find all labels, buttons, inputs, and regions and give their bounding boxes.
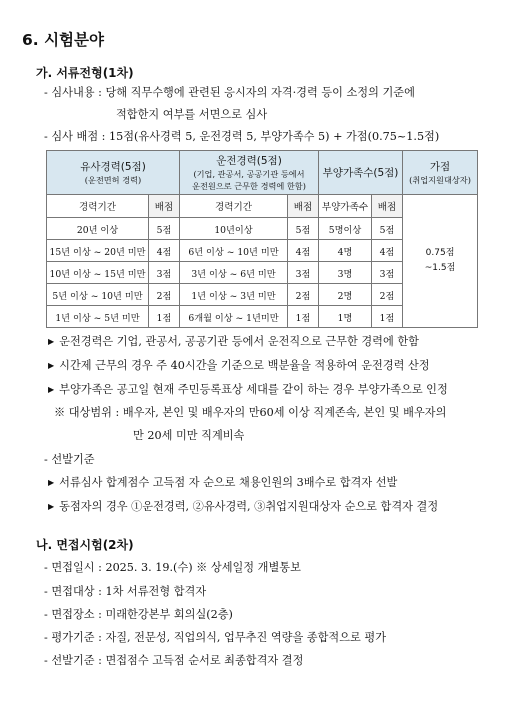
subheader-cell: 부양가족수: [319, 195, 372, 218]
note-item: ▶ 시간제 근무의 경우 주 40시간을 기준으로 백분율을 적용하여 운전경력 산정: [48, 357, 430, 373]
interview-line: - 평가기준 : 자질, 전문성, 직업의식, 업무추진 역량을 종합적으로 평가: [44, 631, 387, 644]
table-cell: 2명: [319, 284, 372, 306]
table-cell: 6년 이상 ~ 10년 미만: [180, 240, 288, 262]
table-cell: 5년 이상 ~ 10년 미만: [47, 284, 149, 306]
header-similar-experience: 유사경력(5점) (운전면허 경력): [47, 151, 180, 195]
interview-line: - 선발기준 : 면접점수 고득점 순서로 최종합격자 결정: [44, 654, 304, 667]
interview-line: - 면접일시 : 2025. 3. 19.(수) ※ 상세일정 개별통보: [44, 561, 301, 574]
table-cell: 5점: [372, 218, 403, 240]
criteria-item: ▶ 동점자의 경우 ①운전경력, ②유사경력, ③취업지원대상자 순으로 합격자 결정: [48, 498, 438, 514]
note-item: ▶ 부양가족은 공고일 현재 주민등록표상 세대를 같이 하는 경우 부양가족으로 인정: [48, 381, 448, 397]
scoring-table: [46, 150, 478, 328]
table-cell: 3명: [319, 262, 372, 284]
table-cell: 20년 이상: [47, 218, 149, 240]
table-cell: 4점: [288, 240, 319, 262]
table-cell: 1점: [372, 306, 403, 328]
table-cell: 3점: [149, 262, 180, 284]
table-cell: 6개월 이상 ~ 1년미만: [180, 306, 288, 328]
note-item: ▶ 운전경력은 기업, 관공서, 공공기관 등에서 운전직으로 근무한 경력에 한함: [48, 333, 419, 349]
table-header-row: [47, 151, 478, 195]
interview-line: - 면접대상 : 1차 서류전형 합격자: [44, 585, 207, 598]
table-cell: 4점: [372, 240, 403, 262]
table-cell: 1년 이상 ~ 5년 미만: [47, 306, 149, 328]
table-cell: 5명이상: [319, 218, 372, 240]
table-cell: 4점: [149, 240, 180, 262]
table-cell: 10년 이상 ~ 15년 미만: [47, 262, 149, 284]
section-b-title: 나. 면접시험(2차): [36, 538, 134, 552]
interview-line: - 면접장소 : 미래한강본부 회의실(2층): [44, 608, 233, 621]
table-cell: 2점: [149, 284, 180, 306]
table-cell: 2점: [288, 284, 319, 306]
table-cell: 3점: [372, 262, 403, 284]
subheader-cell: 배점: [372, 195, 403, 218]
table-cell: 2점: [372, 284, 403, 306]
table-cell: 3년 이상 ~ 6년 미만: [180, 262, 288, 284]
subheader-cell: 경력기간: [47, 195, 149, 218]
table-subheader-row: [47, 195, 478, 218]
table-cell: 5점: [288, 218, 319, 240]
table-cell: 1년 이상 ~ 3년 미만: [180, 284, 288, 306]
criteria-title: - 선발기준: [44, 453, 95, 466]
subheader-cell: 경력기간: [180, 195, 288, 218]
table-cell: 10년이상: [180, 218, 288, 240]
table-cell: 1명: [319, 306, 372, 328]
review-content-line: - 심사내용 : 당해 직무수행에 관련된 응시자의 자격·경력 등이 소정의 기준에: [44, 86, 415, 99]
scope-line: ※ 대상범위 : 배우자, 본인 및 배우자의 만60세 이상 직계존속, 본인 및 배우자의: [54, 406, 447, 419]
scope-line-cont: 만 20세 미만 직계비속: [133, 429, 245, 442]
table-cell: 15년 이상 ~ 20년 미만: [47, 240, 149, 262]
table-cell: 5점: [149, 218, 180, 240]
subheader-cell: 배점: [149, 195, 180, 218]
review-content-line-cont: 적합한지 여부를 서면으로 심사: [116, 108, 268, 121]
table-cell: 1점: [149, 306, 180, 328]
table-cell: 4명: [319, 240, 372, 262]
table-cell: 1점: [288, 306, 319, 328]
scoring-line: - 심사 배점 : 15점(유사경력 5, 운전경력 5, 부양가족수 5) + 가점(0.75~1.5점): [44, 130, 440, 143]
section-a-title: 가. 서류전형(1차): [36, 66, 134, 80]
criteria-item: ▶ 서류심사 합계점수 고득점 자 순으로 채용인원의 3배수로 합격자 선발: [48, 474, 397, 490]
subheader-cell: 배점: [288, 195, 319, 218]
table-cell: 3점: [288, 262, 319, 284]
header-bonus: 가점 (취업지원대상자): [403, 151, 478, 195]
bonus-cell: 0.75점 ~1.5점: [403, 195, 478, 328]
section-heading: 6. 시험분야: [22, 31, 104, 49]
header-dependents: 부양가족수(5점): [319, 151, 403, 195]
header-driving-experience: 운전경력(5점) (기업, 관공서, 공공기관 등에서 운전원으로 근무한 경력에 한함): [180, 151, 319, 195]
